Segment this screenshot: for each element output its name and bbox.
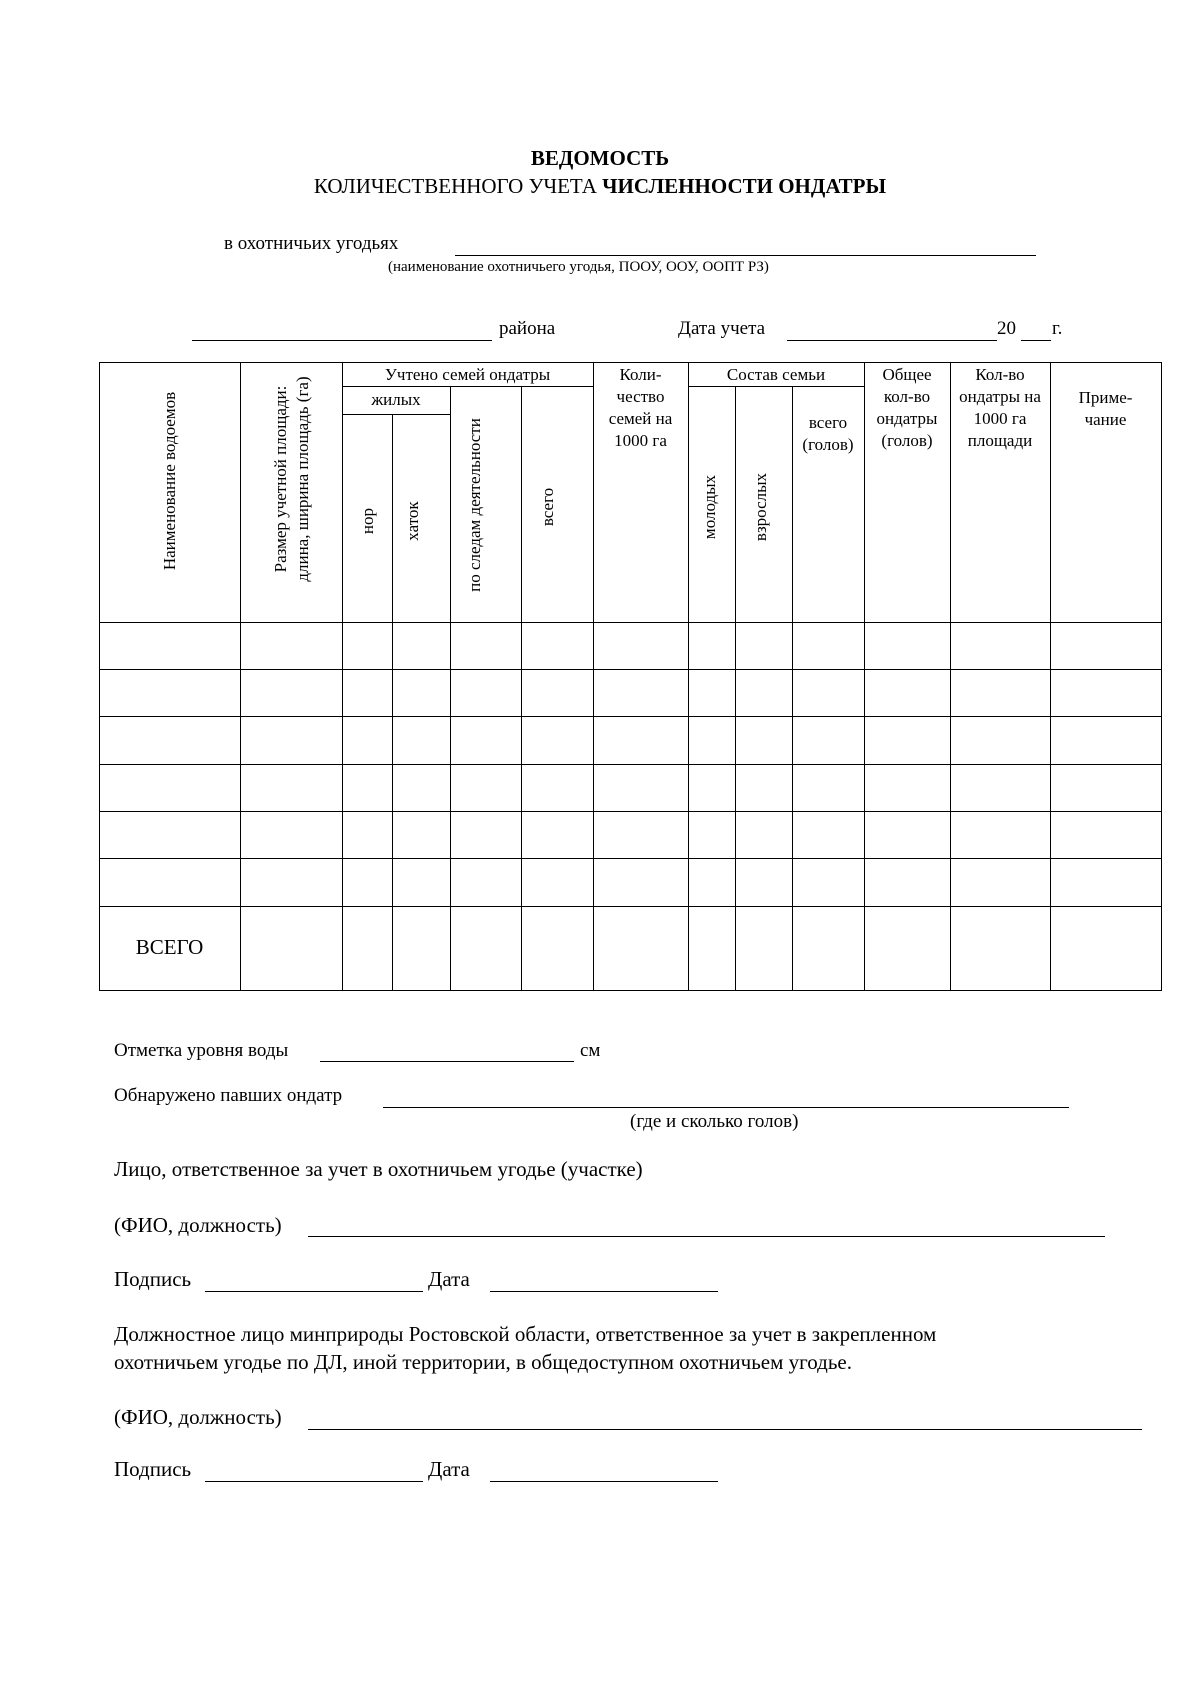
dead-found-hint: (где и сколько голов) [630, 1111, 799, 1132]
date-field-2[interactable] [490, 1481, 718, 1482]
fio-label-1: (ФИО, должность) [114, 1213, 282, 1237]
hunting-grounds-field[interactable] [455, 255, 1036, 256]
col-line [735, 386, 736, 990]
header-families-per-1000 [593, 364, 688, 452]
document-subtitle [0, 174, 1200, 199]
hunting-grounds-label: в охотничьих угодьях [224, 233, 399, 254]
header-note [1050, 387, 1161, 431]
col-line [342, 362, 343, 990]
header-line: Кол-во [975, 365, 1025, 384]
dead-found-field[interactable] [383, 1107, 1069, 1108]
header-line: (голов) [802, 435, 854, 454]
header-composition-group: Состав семьи [726, 365, 826, 384]
row-line [99, 811, 1162, 812]
subtitle-bold: ЧИСЛЕННОСТИ ОНДАТРЫ [602, 174, 887, 198]
header-line: 1000 га [614, 431, 667, 450]
col-line [1050, 362, 1051, 990]
header-line: ондатры на [959, 387, 1041, 406]
header-families-group: Учтено семей ондатры [384, 365, 551, 384]
hunting-grounds-hint: (наименование охотничьего угодья, ПООУ, ООУ, ООПТ РЗ) [388, 259, 769, 275]
header-total: всего [538, 487, 557, 527]
row-line [99, 622, 1162, 623]
col-line [792, 386, 793, 990]
signature-label-1: Подпись [114, 1267, 192, 1291]
header-line: Коли- [619, 365, 662, 384]
header-huts: хаток [403, 501, 422, 541]
header-reservoirs: Наименование водоемов [160, 391, 179, 571]
col-line [593, 362, 594, 990]
dead-found-label: Обнаружено павших ондатр [114, 1085, 343, 1106]
header-line: 1000 га [973, 409, 1027, 428]
signature-field-1[interactable] [205, 1291, 423, 1292]
header-line: ондатры [876, 409, 938, 428]
header-comp-total [792, 412, 864, 456]
header-line: площади [967, 431, 1033, 450]
header-line: семей на [608, 409, 673, 428]
row-line [688, 386, 864, 387]
row-line [99, 858, 1162, 859]
district-field[interactable] [192, 340, 492, 341]
water-level-unit: см [580, 1040, 601, 1061]
fio-field-1[interactable] [308, 1236, 1105, 1237]
col-line [521, 386, 522, 990]
header-young: молодых [700, 474, 719, 540]
col-line [240, 362, 241, 990]
header-area-line1: Размер учетной площади: [271, 385, 290, 573]
header-line: Приме- [1078, 388, 1133, 407]
row-line [342, 414, 450, 415]
total-row-label: ВСЕГО [135, 935, 204, 959]
header-area [270, 344, 314, 614]
official-line1: Должностное лицо минприроды Ростовской области, ответственное за учет в закрепленном [114, 1322, 937, 1346]
table-border-left [99, 362, 100, 990]
row-line [99, 906, 1162, 907]
header-overall-count [864, 364, 950, 452]
table-border-top [99, 362, 1162, 363]
year-field[interactable] [1021, 340, 1051, 341]
document-title: ВЕДОМОСТЬ [530, 146, 670, 170]
water-level-field[interactable] [320, 1061, 574, 1062]
fio-label-2: (ФИО, должность) [114, 1405, 282, 1429]
header-tracks: по следам деятельности [465, 418, 484, 592]
date-label-1: Дата [428, 1267, 470, 1291]
fio-field-2[interactable] [308, 1429, 1142, 1430]
col-line [450, 386, 451, 990]
col-line [950, 362, 951, 990]
header-line: всего [808, 413, 848, 432]
date-field-1[interactable] [490, 1291, 718, 1292]
row-line [99, 764, 1162, 765]
header-living: жилых [371, 390, 421, 409]
header-adults: взрослых [751, 472, 770, 542]
row-line [342, 386, 593, 387]
table-border-right [1161, 362, 1162, 990]
header-burrows: нор [358, 507, 377, 535]
signature-label-2: Подпись [114, 1457, 192, 1481]
col-line [392, 414, 393, 990]
year-prefix: 20 [997, 318, 1016, 339]
water-level-label: Отметка уровня воды [114, 1040, 289, 1061]
col-line [688, 362, 689, 990]
header-line: Общее [882, 365, 932, 384]
official-line2: охотничьем угодье по ДЛ, иной территории, в общедоступном охотничьем угодье. [114, 1350, 852, 1374]
header-line: чество [616, 387, 665, 406]
date-label-2: Дата [428, 1457, 470, 1481]
signature-field-2[interactable] [205, 1481, 423, 1482]
header-area-line2: длина, ширина площадь (га) [293, 376, 312, 582]
header-line: чание [1084, 410, 1127, 429]
subtitle-normal: КОЛИЧЕСТВЕННОГО УЧЕТА [313, 174, 603, 198]
header-line: (голов) [881, 431, 933, 450]
table-border-bottom [99, 990, 1162, 991]
header-line: кол-во [883, 387, 931, 406]
row-line [99, 669, 1162, 670]
responsible-label: Лицо, ответственное за учет в охотничьем угодье (участке) [114, 1157, 643, 1181]
row-line [99, 716, 1162, 717]
col-line [864, 362, 865, 990]
district-label: района [499, 318, 556, 339]
date-field[interactable] [787, 340, 997, 341]
year-suffix: г. [1052, 318, 1063, 339]
header-per-area [950, 364, 1050, 452]
date-label: Дата учета [678, 318, 766, 339]
